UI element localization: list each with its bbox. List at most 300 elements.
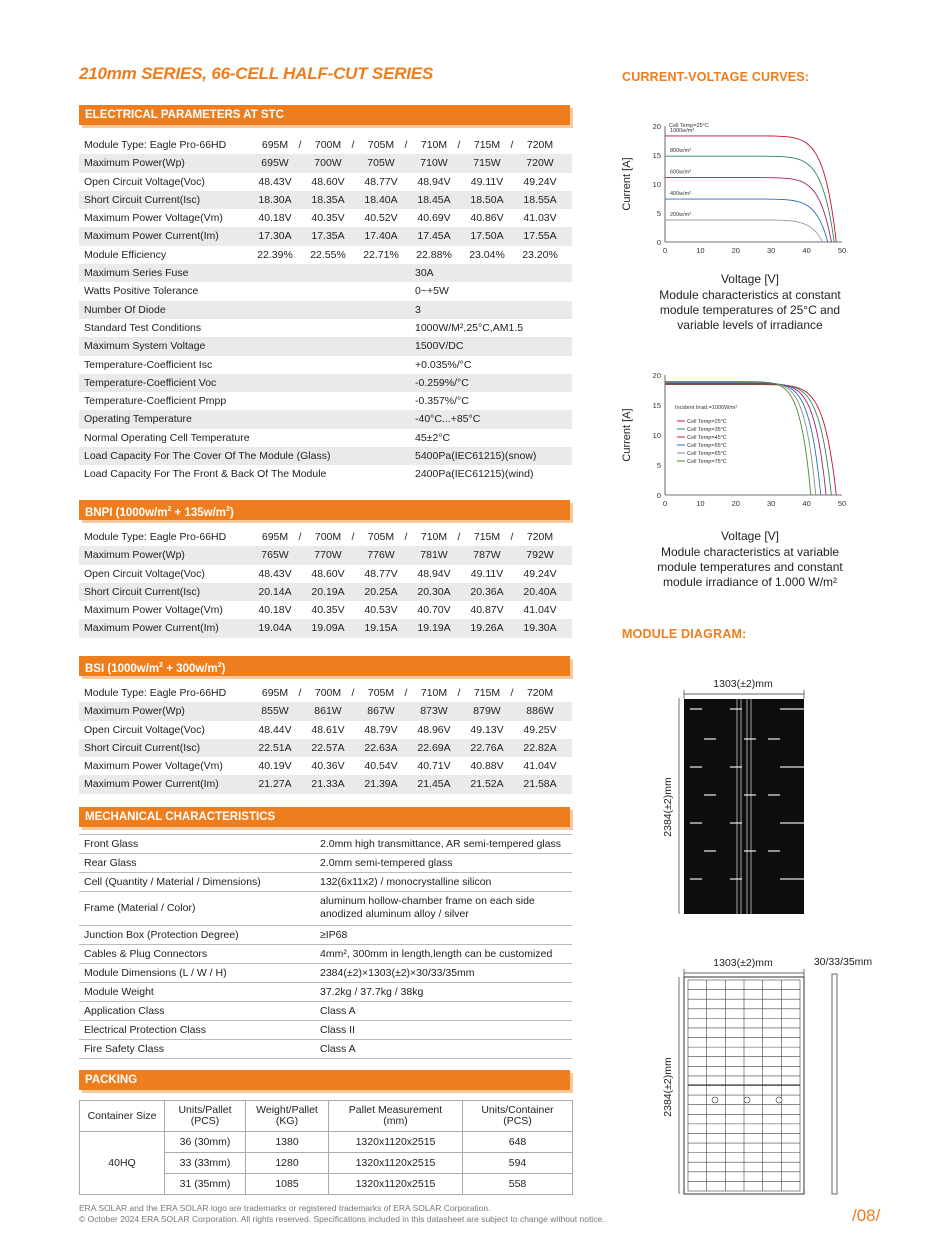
footer-legal — [79, 1203, 605, 1225]
table-cell: Class A — [320, 1005, 356, 1017]
table-cell: 40.54V — [364, 760, 398, 773]
table-cell: 558 — [463, 1174, 573, 1195]
table-cell: 17.50A — [470, 230, 504, 243]
table-cell: 40.87V — [470, 604, 504, 617]
table-cell: ≥IP68 — [320, 929, 348, 941]
y-tick-label: 5 — [656, 209, 661, 218]
row-label: Maximum Power Voltage(Vm) — [84, 604, 223, 617]
legend-label: Cell Temp=25°C — [687, 419, 727, 425]
row-label: Maximum Power Current(Im) — [84, 622, 219, 635]
table-row — [79, 1021, 572, 1040]
table-row — [79, 565, 572, 583]
table-row — [79, 282, 572, 300]
table-cell: 41.04V — [523, 604, 557, 617]
row-label: Open Circuit Voltage(Voc) — [84, 723, 205, 736]
model-header: 695M — [261, 687, 289, 699]
row-label: Cables & Plug Connectors — [84, 948, 208, 960]
table-cell: Class II — [320, 1024, 356, 1036]
x-tick-label: 30 — [767, 499, 776, 508]
table-cell: 48.77V — [364, 175, 398, 188]
table-cell: 21.27A — [258, 778, 292, 791]
table-cell: 18.55A — [523, 193, 557, 206]
table-cell: 1320x1120x2515 — [329, 1153, 463, 1174]
table-row — [79, 1002, 572, 1021]
model-separator: / — [351, 531, 355, 543]
model-separator: / — [351, 687, 355, 699]
packing-table — [79, 1100, 573, 1195]
table-cell: 48.94V — [417, 175, 451, 188]
section-header-bnpi: BNPI $(1000w/m^2 + 135w/m^2)$ — [79, 500, 570, 520]
table-cell: 1320x1120x2515 — [329, 1132, 463, 1153]
model-separator: / — [510, 139, 514, 151]
table-row — [79, 319, 572, 337]
y-tick-label: 10 — [652, 431, 661, 440]
row-label: Temperature-Coefficient Pmpp — [84, 395, 227, 408]
table-row — [79, 775, 572, 793]
y-axis-label: Current [A] — [621, 157, 633, 211]
table-cell: 867W — [367, 705, 395, 718]
section-header-packing: PACKING — [79, 1070, 570, 1090]
table-cell: 776W — [367, 549, 395, 562]
table-cell: 21.58A — [523, 778, 557, 791]
row-label: Temperature-Coefficient Voc — [84, 376, 217, 389]
model-separator: / — [351, 139, 355, 151]
table-row — [79, 191, 572, 209]
x-tick-label: 40 — [802, 499, 811, 508]
table-cell: +0.035%/°C — [415, 358, 472, 371]
table-row — [79, 246, 572, 264]
table-cell: 1380 — [246, 1132, 329, 1153]
iv-curves-title: CURRENT-VOLTAGE CURVES: — [622, 70, 810, 84]
table-cell: 22.71% — [363, 248, 399, 261]
table-cell: 20.25A — [364, 585, 398, 598]
y-tick-label: 0 — [656, 238, 661, 247]
row-label: Number Of Diode — [84, 303, 166, 316]
table-cell: 594 — [463, 1153, 573, 1174]
table-cell: 40.69V — [417, 212, 451, 225]
series-label: 200w/m² — [670, 211, 692, 218]
model-header: 700M — [314, 531, 342, 543]
table-cell: 48.77V — [364, 567, 398, 580]
table-row — [79, 1040, 572, 1059]
table-row — [79, 757, 572, 775]
table-cell: 879W — [473, 705, 501, 718]
row-label: Short Circuit Current(Isc) — [84, 193, 201, 206]
x-tick-label: 20 — [731, 499, 740, 508]
packing-col-header: Pallet Measurement (mm) — [329, 1101, 463, 1132]
packing-col-header: Units/Pallet (PCS) — [165, 1101, 246, 1132]
table-row — [79, 429, 572, 447]
table-row — [79, 374, 572, 392]
height-dimension-label-back: 2384(±2)mm — [662, 1057, 674, 1117]
table-cell: 17.30A — [258, 230, 292, 243]
table-row — [79, 154, 572, 172]
iv-chart-temperature — [615, 365, 865, 530]
table-row — [79, 546, 572, 564]
model-separator: / — [457, 139, 461, 151]
table-cell: 30A — [415, 267, 434, 280]
thickness-label: 30/33/35mm — [813, 956, 873, 968]
x-tick-label: 50 — [837, 499, 847, 508]
table-cell: 22.39% — [257, 248, 293, 261]
table-cell: 48.60V — [311, 567, 345, 580]
table-cell: 40.18V — [258, 604, 292, 617]
row-label: Module Dimensions (L / W / H) — [84, 967, 227, 979]
legend-label: Cell Temp=75°C — [687, 459, 727, 465]
table-cell: 21.33A — [311, 778, 345, 791]
table-cell: 18.45A — [417, 193, 451, 206]
row-label: Rear Glass — [84, 857, 137, 869]
model-header: 715M — [473, 687, 501, 699]
table-cell: 781W — [420, 549, 448, 562]
table-cell: 17.35A — [311, 230, 345, 243]
table-row — [79, 410, 572, 428]
table-cell: 40.18V — [258, 212, 292, 225]
module-side-profile — [832, 974, 837, 1194]
table-cell: 3 — [415, 303, 421, 316]
page-number: /08/ — [852, 1206, 881, 1225]
y-tick-label: 20 — [652, 122, 661, 131]
width-dimension-label-back: 1303(±2)mm — [713, 957, 773, 969]
table-cell: 40.53V — [364, 604, 398, 617]
table-cell: 48.96V — [417, 723, 451, 736]
row-label: Junction Box (Protection Degree) — [84, 929, 239, 941]
packing-col-header: Weight/Pallet (KG) — [246, 1101, 329, 1132]
module-front-panel — [684, 699, 804, 914]
table-cell: 20.30A — [417, 585, 451, 598]
table-row — [79, 528, 572, 546]
table-cell: 1085 — [246, 1174, 329, 1195]
chart1-caption: Module characteristics at constant module temperatures of 25°C and variable levels of irradiance — [659, 288, 841, 332]
series-label: 1000w/m² — [670, 127, 695, 134]
row-label: Front Glass — [84, 838, 139, 850]
chart-note: Cell Temp=25°C — [669, 123, 709, 129]
table-cell: 20.36A — [470, 585, 504, 598]
y-tick-label: 10 — [652, 180, 661, 189]
row-label: Watts Positive Tolerance — [84, 285, 199, 298]
page-title: 210mm SERIES, 66-CELL HALF-CUT SERIES — [79, 64, 434, 83]
table-cell: 23.04% — [469, 248, 505, 261]
packing-col-header: Container Size — [80, 1101, 165, 1132]
table-row — [79, 873, 572, 892]
y-axis-label: Current [A] — [621, 408, 633, 462]
table-cell: 1500V/DC — [415, 340, 464, 353]
series-label: 400w/m² — [670, 191, 692, 198]
table-row — [79, 465, 572, 483]
row-label: Maximum Power Current(Im) — [84, 230, 219, 243]
table-cell: aluminum hollow-chamber frame on each side anodized aluminum alloy / silver — [320, 895, 535, 920]
table-row — [79, 209, 572, 227]
model-header: 710M — [420, 139, 448, 151]
table-row — [79, 337, 572, 355]
legend-label: Cell Temp=65°C — [687, 451, 727, 457]
table-cell: 19.15A — [364, 622, 398, 635]
table-cell: 22.69A — [417, 741, 451, 754]
row-label: Module Type: Eagle Pro-66HD — [84, 139, 227, 151]
bnpi-table — [79, 528, 572, 638]
table-cell: 710W — [420, 157, 448, 170]
table-cell: 886W — [526, 705, 554, 718]
height-dimension-label: 2384(±2)mm — [662, 777, 674, 837]
table-cell: 4mm², 300mm in length,length can be customized — [320, 948, 553, 960]
x-tick-label: 10 — [696, 499, 705, 508]
table-cell: Class A — [320, 1043, 356, 1055]
x-tick-label: 0 — [662, 246, 668, 255]
table-cell: 19.26A — [470, 622, 504, 635]
series-line — [665, 220, 823, 242]
table-cell: 18.30A — [258, 193, 292, 206]
table-cell: -0.259%/°C — [415, 376, 469, 389]
table-row — [79, 583, 572, 601]
model-header: 710M — [420, 531, 448, 543]
series-line — [665, 199, 828, 242]
series-line — [665, 178, 831, 242]
table-row — [79, 356, 572, 374]
model-header: 705M — [367, 139, 395, 151]
table-cell: 770W — [314, 549, 342, 562]
table-cell: 22.88% — [416, 248, 452, 261]
table-cell: 2384(±2)×1303(±2)×30/33/35mm — [320, 967, 475, 979]
row-label: Module Type: Eagle Pro-66HD — [84, 687, 227, 699]
model-separator: / — [298, 687, 302, 699]
table-cell: 2.0mm semi-tempered glass — [320, 857, 453, 869]
table-cell: 22.55% — [310, 248, 346, 261]
stc-table — [79, 136, 572, 484]
table-row — [79, 227, 572, 245]
x-tick-label: 20 — [731, 246, 740, 255]
table-cell: -0.357%/°C — [415, 395, 469, 408]
model-separator: / — [457, 531, 461, 543]
chart2-caption: Module characteristics at variable module temperatures and constant module irradiance of 1.000 W/m² — [657, 545, 843, 589]
series-label: 800w/m² — [670, 148, 692, 155]
table-cell: 648 — [463, 1132, 573, 1153]
y-tick-label: 20 — [652, 371, 661, 380]
table-cell: 49.11V — [470, 175, 504, 188]
x-tick-label: 50 — [837, 246, 847, 255]
row-label: Cell (Quantity / Material / Dimensions) — [84, 876, 261, 888]
table-cell: -40°C...+85°C — [415, 413, 481, 426]
model-header: 695M — [261, 531, 289, 543]
model-separator: / — [404, 531, 408, 543]
table-cell: 20.19A — [311, 585, 345, 598]
row-label: Maximum Power Voltage(Vm) — [84, 760, 223, 773]
table-row — [79, 301, 572, 319]
table-cell: 18.50A — [470, 193, 504, 206]
table-cell: 22.51A — [258, 741, 292, 754]
table-cell: 22.82A — [523, 741, 557, 754]
row-label: Short Circuit Current(Isc) — [84, 741, 201, 754]
module-back-diagram — [655, 952, 885, 1202]
row-label: Fire Safety Class — [84, 1043, 164, 1055]
table-cell: 18.35A — [311, 193, 345, 206]
table-row — [79, 136, 572, 154]
table-cell: 20.40A — [523, 585, 557, 598]
table-cell: 787W — [473, 549, 501, 562]
table-cell: 17.55A — [523, 230, 557, 243]
table-cell: 49.24V — [523, 567, 557, 580]
row-label: Module Efficiency — [84, 248, 167, 261]
table-cell: 48.60V — [311, 175, 345, 188]
section-header-mechanical: MECHANICAL CHARACTERISTICS — [79, 807, 570, 827]
model-separator: / — [298, 139, 302, 151]
row-label: Open Circuit Voltage(Voc) — [84, 567, 205, 580]
table-row — [79, 601, 572, 619]
table-cell: 48.79V — [364, 723, 398, 736]
row-label: Maximum Power(Wp) — [84, 549, 185, 562]
junction-box — [776, 1097, 782, 1103]
table-row — [79, 945, 572, 964]
row-label: Maximum Power Voltage(Vm) — [84, 212, 223, 225]
row-label: Standard Test Conditions — [84, 321, 202, 334]
table-row — [79, 854, 572, 873]
section-header-bsi: BSI $(1000w/m^2 + 300w/m^2)$ — [79, 656, 570, 676]
table-row — [79, 702, 572, 720]
container-size-cell: 40HQ — [80, 1132, 165, 1195]
table-cell: 792W — [526, 549, 554, 562]
legend-label: Cell Temp=45°C — [687, 435, 727, 441]
table-cell: 40.88V — [470, 760, 504, 773]
table-cell: 18.40A — [364, 193, 398, 206]
table-cell: 48.43V — [258, 175, 292, 188]
table-row — [79, 619, 572, 637]
row-label: Load Capacity For The Front & Back Of The Module — [84, 468, 327, 481]
table-row — [79, 739, 572, 757]
table-cell: 19.30A — [523, 622, 557, 635]
table-cell: 40.70V — [417, 604, 451, 617]
table-cell: 45±2°C — [415, 431, 451, 444]
table-cell: 48.44V — [258, 723, 292, 736]
row-label: Open Circuit Voltage(Voc) — [84, 175, 205, 188]
module-front-diagram — [655, 672, 820, 922]
y-tick-label: 15 — [652, 401, 661, 410]
table-row — [79, 684, 572, 702]
x-tick-label: 30 — [767, 246, 776, 255]
table-cell: 48.43V — [258, 567, 292, 580]
model-header: 705M — [367, 687, 395, 699]
table-cell: 705W — [367, 157, 395, 170]
table-cell: 31 (35mm) — [165, 1174, 246, 1195]
table-cell: 21.45A — [417, 778, 451, 791]
table-cell: 23.20% — [522, 248, 558, 261]
table-cell: 40.35V — [311, 604, 345, 617]
row-label: Module Type: Eagle Pro-66HD — [84, 531, 227, 543]
table-cell: 40.86V — [470, 212, 504, 225]
x-tick-label: 0 — [662, 499, 668, 508]
model-separator: / — [404, 687, 408, 699]
x-tick-label: 10 — [696, 246, 705, 255]
row-label: Module Weight — [84, 986, 154, 998]
row-label: Maximum System Voltage — [84, 340, 206, 353]
table-cell: 37.2kg / 37.7kg / 38kg — [320, 986, 424, 998]
y-tick-label: 5 — [656, 461, 661, 470]
table-cell: 1320x1120x2515 — [329, 1174, 463, 1195]
model-header: 715M — [473, 139, 501, 151]
footer-line: © October 2024 ERA SOLAR Corporation. All rights reserved. Specifications included in this datasheet are subject to change without notice. — [79, 1214, 605, 1224]
table-cell: 36 (30mm) — [165, 1132, 246, 1153]
packing-col-header: Units/Container (PCS) — [463, 1101, 573, 1132]
table-cell: 715W — [473, 157, 501, 170]
model-header: 700M — [314, 687, 342, 699]
model-separator: / — [404, 139, 408, 151]
table-cell: 2.0mm high transmittance, AR semi-tempered glass — [320, 838, 562, 850]
table-cell: 700W — [314, 157, 342, 170]
model-header: 710M — [420, 687, 448, 699]
table-cell: 21.39A — [364, 778, 398, 791]
table-row — [79, 964, 572, 983]
table-cell: 40.19V — [258, 760, 292, 773]
section-header-stc: ELECTRICAL PARAMETERS AT STC — [79, 105, 570, 125]
model-header: 720M — [526, 687, 554, 699]
table-cell: 873W — [420, 705, 448, 718]
table-cell: 40.71V — [417, 760, 451, 773]
table-cell: 19.09A — [311, 622, 345, 635]
model-header: 695M — [261, 139, 289, 151]
table-row — [79, 835, 572, 854]
table-cell: 22.63A — [364, 741, 398, 754]
table-cell: 22.57A — [311, 741, 345, 754]
table-cell: 765W — [261, 549, 289, 562]
model-header: 705M — [367, 531, 395, 543]
table-row — [79, 892, 572, 926]
model-header: 720M — [526, 531, 554, 543]
chart2-xlabel: Voltage [V] — [720, 529, 780, 543]
row-label: Maximum Power Current(Im) — [84, 778, 219, 791]
table-row — [79, 721, 572, 739]
table-cell: 695W — [261, 157, 289, 170]
table-cell: 1280 — [246, 1153, 329, 1174]
table-cell: 41.04V — [523, 760, 557, 773]
table-cell: 5400Pa(IEC61215)(snow) — [415, 450, 537, 463]
table-cell: 48.94V — [417, 567, 451, 580]
x-tick-label: 40 — [802, 246, 811, 255]
row-label: Normal Operating Cell Temperature — [84, 431, 250, 444]
footer-line: ERA SOLAR and the ERA SOLAR logo are trademarks or registered trademarks of ERA SOLAR Corporation. — [79, 1203, 491, 1213]
y-tick-label: 0 — [656, 491, 661, 500]
table-cell: 40.35V — [311, 212, 345, 225]
width-dimension-label: 1303(±2)mm — [713, 678, 773, 690]
table-cell: 21.52A — [470, 778, 504, 791]
table-cell: 17.40A — [364, 230, 398, 243]
table-cell: 22.76A — [470, 741, 504, 754]
model-separator: / — [457, 687, 461, 699]
table-cell: 861W — [314, 705, 342, 718]
row-label: Short Circuit Current(Isc) — [84, 585, 201, 598]
table-row — [79, 926, 572, 945]
table-cell: 33 (33mm) — [165, 1153, 246, 1174]
model-header: 715M — [473, 531, 501, 543]
row-label: Operating Temperature — [84, 413, 192, 426]
table-cell: 49.13V — [470, 723, 504, 736]
table-row — [79, 983, 572, 1002]
iv-chart-irradiance — [615, 115, 865, 295]
model-separator: / — [298, 531, 302, 543]
row-label: Application Class — [84, 1005, 165, 1017]
series-label: 600w/m² — [670, 169, 692, 176]
table-row — [79, 264, 572, 282]
row-label: Load Capacity For The Cover Of The Module (Glass) — [84, 450, 331, 463]
chart1-xlabel: Voltage [V] — [720, 272, 780, 286]
table-cell: 132(6x11x2) / monocrystalline silicon — [320, 876, 492, 888]
row-label: Maximum Power(Wp) — [84, 157, 185, 170]
table-cell: 41.03V — [523, 212, 557, 225]
table-cell: 49.25V — [523, 723, 557, 736]
table-cell: 0~+5W — [415, 285, 449, 298]
table-cell: 40.36V — [311, 760, 345, 773]
mechanical-table — [79, 834, 572, 1059]
table-cell: 19.19A — [417, 622, 451, 635]
table-cell: 49.24V — [523, 175, 557, 188]
table-cell: 19.04A — [258, 622, 292, 635]
